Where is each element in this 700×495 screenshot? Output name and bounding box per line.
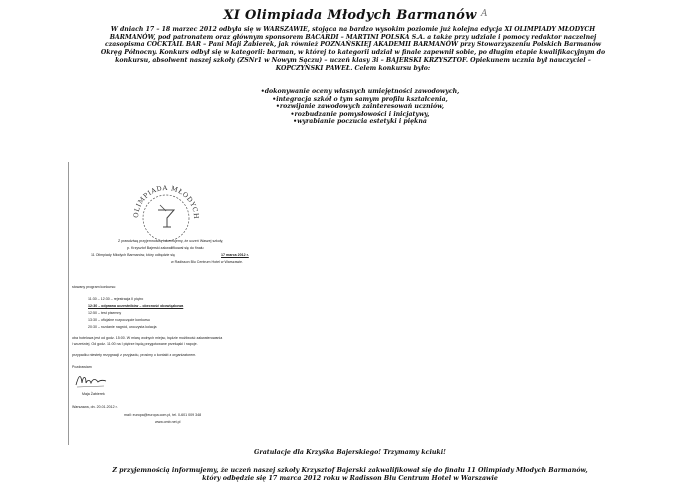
- logo-text: OLIMPIADA MŁODYCH: [131, 183, 201, 220]
- letter-line: 11 Olimpiady Młodych Barmanów, który odbędzie się: [91, 253, 176, 257]
- goal-item: • integracja szkół o tym samym profilu kształcenia,: [230, 96, 490, 104]
- congratulations-caption: Gratulacje dla Krzyśka Bajerskiego! Trzymamy kciuki!: [254, 449, 446, 456]
- goal-item: • wyrabianie poczucia estetyki i piękna: [230, 118, 490, 126]
- letter-line: Z prawdziwą przyjemnością informujemy, że uczeń Waszej szkoły,: [118, 239, 224, 243]
- program-item: 12:50 – test pisemny: [88, 311, 122, 315]
- regards: Pozdrawiam: [72, 365, 92, 369]
- contact-line: mail: europa@europa.com.pl, tel. 0-601 009 348: [124, 413, 202, 417]
- program-item: 20:30 – rozdanie nagród, uroczysta kolacja: [88, 325, 157, 329]
- document-title: XI Olimpiada Młodych Barmanów: [223, 8, 477, 23]
- hotel-info-line: oba hotelowa jest od godz. 15:00. W miarę wolnych miejsc, będzie możliwość zakwaterowania: [72, 336, 223, 340]
- program-heading: stowany program konkursu:: [72, 285, 117, 289]
- letter-line: w Radisson Blu Centrum Hotel w Warszawie.: [171, 260, 243, 264]
- intro-line: W dniach 17 – 18 marzec 2012 odbyła się w WARSZAWIE, stojąca na bardzo wysokim poziomie już kolejna edycja XI OLIMPIADY MŁODYCH: [110, 26, 596, 33]
- program-item-mandatory: 12:30 – odprawa uczestników – obecność obowiązkowa: [88, 304, 184, 308]
- handwritten-mark: A: [481, 9, 488, 19]
- no-arrival-line: przypadku niestety rezygnacji z przyjazdu, prosimy o kontakt z organizatorem.: [72, 353, 197, 357]
- place-and-date: Warszawa, dn. 20.01.2012 r.: [72, 405, 118, 409]
- closing-line: Z przyjemnością informujemy, że uczeń naszej szkoły Krzysztof Bajerski zakwalifikował się do finału 11 Olimpiady Młodych Barmanów,: [112, 467, 588, 474]
- hotel-info-line: i wcześniej. Od godz. 11:00 na I piętrze będą przygotowane przekąski i napoje.: [72, 342, 198, 346]
- svg-text:OLIMPIADA MŁODYCH: [132, 184, 200, 220]
- closing-line: który odbędzie się 17 marca 2012 roku w Radisson Blu Centrum Hotel w Warszawie: [202, 475, 498, 482]
- signatory-name: Maja Żabierek: [82, 392, 105, 396]
- letter-line: p. Krzysztof Bajerski zakwalifikował się do finału: [127, 246, 204, 250]
- program-item: 13:30 – oficjalne rozpoczęcie konkursu: [88, 318, 150, 322]
- goal-item: • rozwijanie zawodowych zainteresowań uczniów,: [230, 103, 490, 111]
- closing-paragraph: [30, 467, 670, 483]
- handwritten-signature: [74, 371, 108, 389]
- intro-line: konkursu, absolwent naszej szkoły (ZSNr1 w Nowym Sączu) – uczeń klasy 3i – BAJERSKI KRZYSZTOF. Opiekunem ucznia był nauczyciel –: [115, 56, 591, 64]
- intro-paragraph: [88, 26, 618, 72]
- goals-list: [230, 88, 490, 126]
- program-item: 11:30 – 12:30 – rejestracja II piętro: [88, 297, 144, 301]
- website-line: www.omb.net.pl: [155, 420, 181, 424]
- date-highlight: 17 marca 2012 r.: [221, 253, 249, 257]
- goal-item: • rozbudzanie pomysłowości i inicjatywy,: [230, 111, 490, 119]
- goal-item: • dokonywanie oceny własnych umiejętności zawodowych,: [230, 88, 490, 96]
- intro-line: KOPCZYŃSKI PAWEŁ. Celem konkursu było:: [275, 64, 431, 72]
- cocktail-glass-icon: [158, 210, 174, 227]
- intro-line: czasopisma COCKTAIL BAR – Pani Maji Żabierek, jak również POZNAŃSKIEJ AKADEMII BARMANÓW przy Stowarzyszeniu Polskich Barmanów: [104, 41, 602, 49]
- intro-line: Okręg Północny. Konkurs odbył się w kategorii: barman, w której to kategorii udział w finale zapewnił sobie, po długim etapie kwalifikacyjnym do: [100, 49, 606, 57]
- intro-line: BARMANÓW, pod patronatem oraz głównym sponsorem BACARDI – MARTINI POLSKA S.A. a także przy udziale i pomocy redaktor naczelnej: [109, 33, 597, 41]
